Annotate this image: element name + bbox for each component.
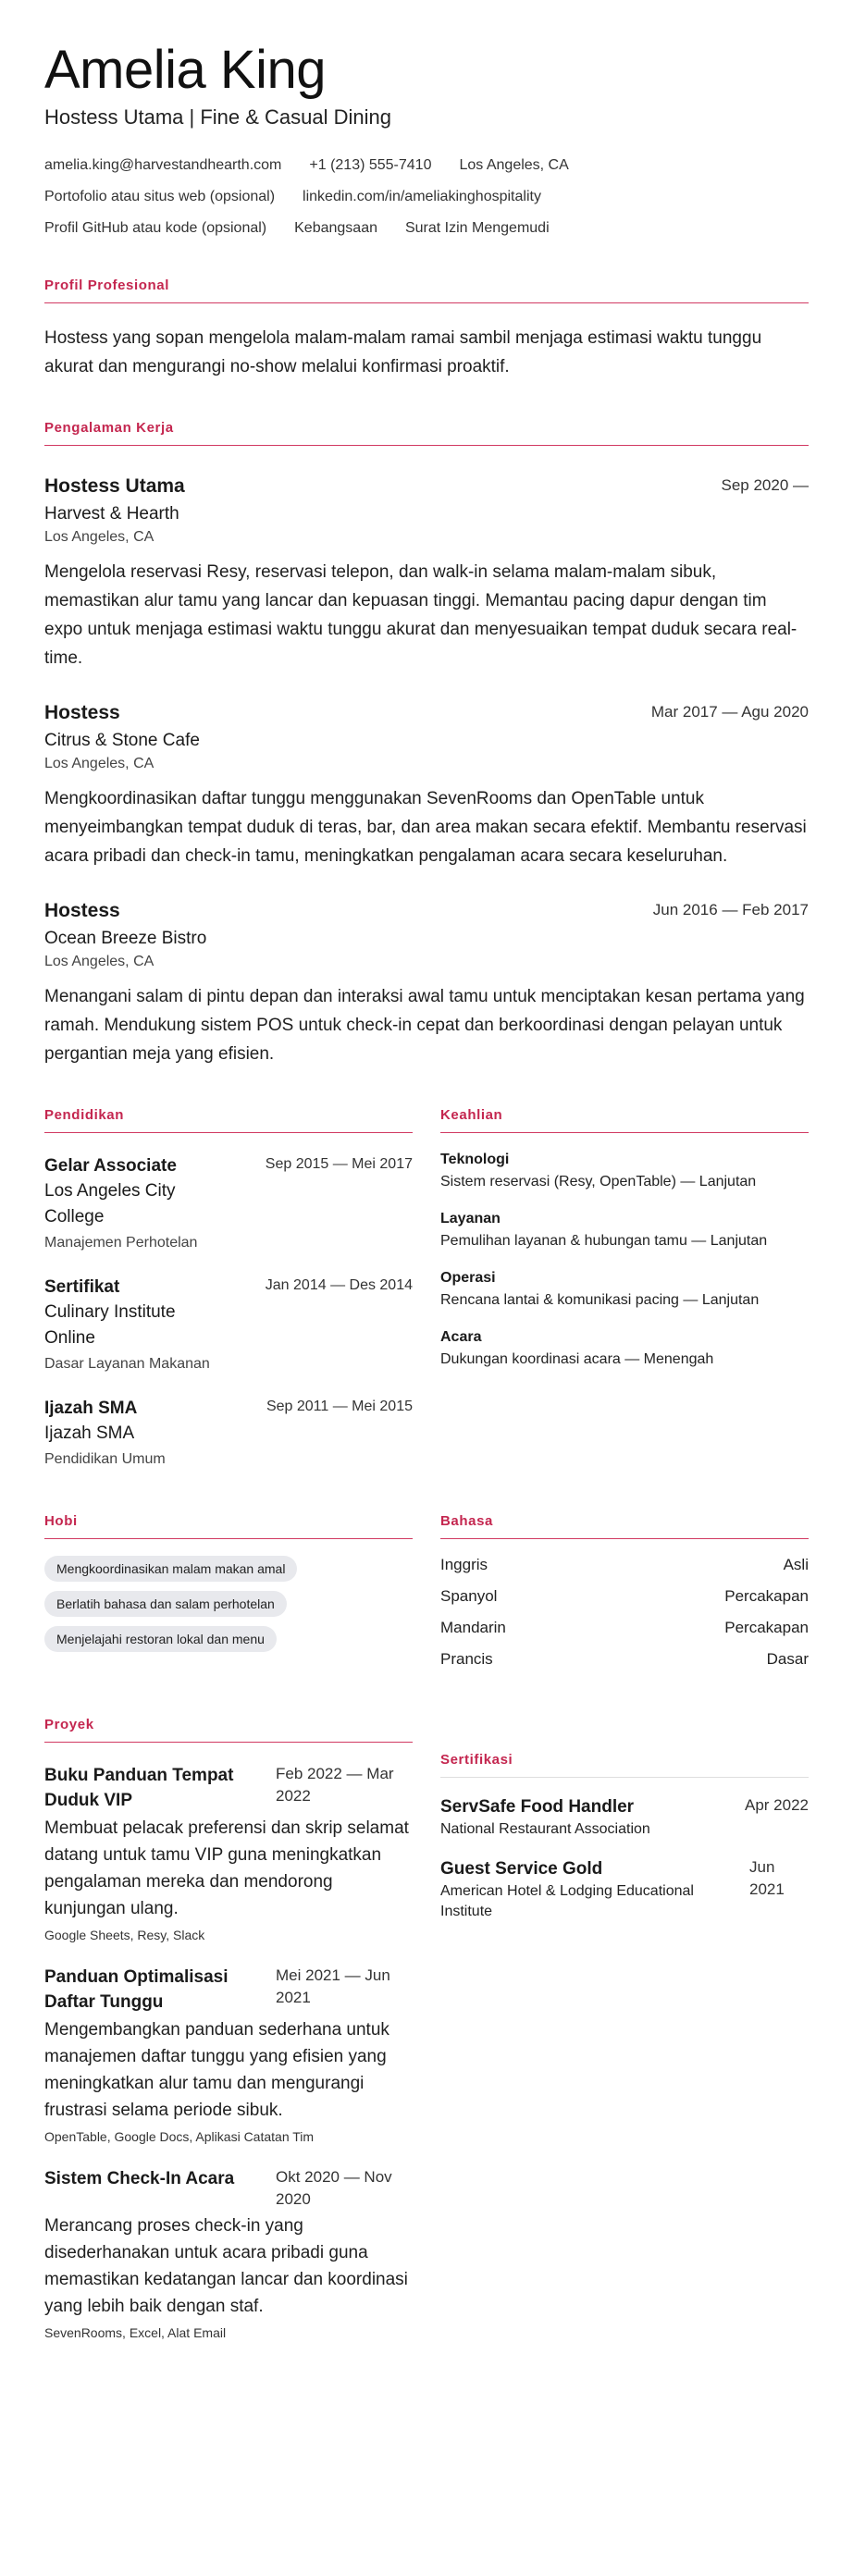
phone-number[interactable]: +1 (213) 555-7410	[309, 157, 432, 173]
language-name: Mandarin	[440, 1619, 506, 1636]
section-heading: Proyek	[44, 1717, 413, 1743]
candidate-title: Hostess Utama | Fine & Casual Dining	[44, 105, 391, 129]
certification-name: Guest Service Gold	[440, 1859, 603, 1879]
education-degree: Sertifikat	[44, 1277, 120, 1297]
location: Los Angeles, CA	[459, 157, 569, 173]
hobby-list	[44, 1556, 413, 1652]
education-section	[44, 1107, 413, 1471]
skill-detail: Sistem reservasi (Resy, OpenTable) — Lanjutan	[440, 1174, 757, 1189]
education-degree: Ijazah SMA	[44, 1399, 138, 1418]
certification-issuer: National Restaurant Association	[440, 1821, 650, 1837]
experience-section	[44, 420, 809, 1068]
project-description: Mengembangkan panduan sederhana untuk manajemen daftar tunggu yang efisien yang meningkatkan alur tamu dan mengurangi frustrasi selama periode sibuk.	[44, 2020, 389, 2120]
job-entry	[44, 474, 809, 672]
skill-category: Acara	[440, 1329, 482, 1345]
section-heading: Keahlian	[440, 1107, 809, 1133]
project-dates: Mei 2021 — Jun 2021	[276, 1966, 390, 2006]
certification-name: ServSafe Food Handler	[440, 1797, 635, 1817]
project-name: Buku Panduan Tempat Duduk VIP	[44, 1766, 234, 1810]
summary-text: Hostess yang sopan mengelola malam-malam ramai sambil menjaga estimasi waktu tunggu akurat dan mengurangi no-show melalui konfirmasi proaktif.	[44, 328, 762, 376]
project-dates: Okt 2020 — Nov 2020	[276, 2168, 392, 2208]
job-description: Menangani salam di pintu depan dan interaksi awal tamu untuk menciptakan kesan pertama yang ramah. Mendukung sistem POS untuk check-in cepat dan berkoordinasi dengan pelayan untuk pergantian meja yang efisien.	[44, 987, 805, 1064]
project-dates: Feb 2022 — Mar 2022	[276, 1765, 394, 1805]
job-location: Los Angeles, CA	[44, 756, 155, 771]
project-entry	[44, 2166, 413, 2342]
language-row	[440, 1617, 809, 1639]
nationality: Kebangsaan	[294, 220, 377, 236]
education-dates: Jan 2014 — Des 2014	[265, 1277, 413, 1293]
education-entry	[44, 1396, 413, 1471]
education-skills-row	[44, 1107, 809, 1471]
certification-date: Apr 2022	[745, 1796, 809, 1814]
skills-section	[440, 1107, 809, 1471]
language-level: Dasar	[766, 1650, 809, 1668]
summary-section	[44, 277, 809, 381]
projects-certifications-row	[44, 1717, 809, 2342]
language-name: Spanyol	[440, 1587, 498, 1605]
section-heading: Sertifikasi	[440, 1752, 809, 1778]
candidate-name: Amelia King	[44, 40, 326, 100]
certification-issuer: American Hotel & Lodging Educational Institute	[440, 1883, 694, 1919]
project-tools: OpenTable, Google Docs, Aplikasi Catatan Tim	[44, 2129, 315, 2144]
skill-category: Layanan	[440, 1211, 501, 1226]
language-name: Inggris	[440, 1556, 488, 1573]
hobby-chip: Menjelajahi restoran lokal dan menu	[44, 1626, 277, 1652]
job-title: Hostess	[44, 900, 120, 921]
skill-category: Teknologi	[440, 1152, 510, 1167]
job-entry	[44, 700, 809, 870]
skill-detail: Pemulihan layanan & hubungan tamu — Lanjutan	[440, 1233, 768, 1249]
language-level: Asli	[783, 1556, 809, 1573]
hobbies-languages-row	[44, 1513, 809, 1680]
skill-entry	[440, 1327, 809, 1370]
section-heading: Hobi	[44, 1513, 413, 1539]
job-dates: Sep 2020 —	[721, 476, 809, 494]
project-description: Membuat pelacak preferensi dan skrip selamat datang untuk tamu VIP guna meningkatkan pengalaman mereka dan mendorong kunjungan ulang.	[44, 1818, 409, 1918]
language-row	[440, 1585, 809, 1608]
contact-row	[44, 218, 809, 239]
project-description: Merancang proses check-in yang disederhanakan untuk acara pribadi guna memastikan kedatangan lancar dan koordinasi yang lebih baik dengan staf.	[44, 2216, 408, 2316]
education-degree: Gelar Associate	[44, 1156, 177, 1176]
job-description: Mengkoordinasikan daftar tunggu menggunakan SevenRooms dan OpenTable untuk menyeimbangkan tempat duduk di teras, bar, dan area makan secara efektif. Membantu reservasi acara pribadi dan check-in tamu, meningkatkan pengalaman acara secara keseluruhan.	[44, 789, 807, 866]
language-list	[440, 1554, 809, 1670]
job-location: Los Angeles, CA	[44, 954, 155, 969]
languages-section	[440, 1513, 809, 1680]
project-name: Sistem Check-In Acara	[44, 2169, 235, 2188]
skill-detail: Dukungan koordinasi acara — Menengah	[440, 1351, 714, 1367]
project-tools: Google Sheets, Resy, Slack	[44, 1928, 205, 1942]
education-dates: Sep 2011 — Mei 2015	[266, 1399, 413, 1414]
project-name: Panduan Optimalisasi Daftar Tunggu	[44, 1967, 229, 2012]
education-entry	[44, 1153, 413, 1254]
section-heading: Pendidikan	[44, 1107, 413, 1133]
job-title: Hostess	[44, 702, 120, 723]
language-level: Percakapan	[724, 1587, 809, 1605]
education-school: Ijazah SMA	[44, 1424, 135, 1443]
hobby-chip: Mengkoordinasikan malam makan amal	[44, 1556, 297, 1582]
education-field: Manajemen Perhotelan	[44, 1235, 198, 1251]
contact-info	[44, 155, 809, 239]
education-school: Culinary Institute Online	[44, 1302, 176, 1348]
job-entry	[44, 898, 809, 1068]
education-field: Dasar Layanan Makanan	[44, 1356, 210, 1372]
skill-detail: Rencana lantai & komunikasi pacing — Lanjutan	[440, 1292, 760, 1308]
skill-entry	[440, 1209, 809, 1251]
job-company: Harvest & Hearth	[44, 504, 179, 524]
education-school: Los Angeles City College	[44, 1181, 176, 1226]
language-level: Percakapan	[724, 1619, 809, 1636]
portfolio-link[interactable]: Portofolio atau situs web (opsional)	[44, 189, 276, 204]
projects-section	[44, 1717, 413, 2342]
section-heading: Bahasa	[440, 1513, 809, 1539]
skill-category: Operasi	[440, 1270, 496, 1286]
job-title: Hostess Utama	[44, 475, 185, 497]
hobby-chip: Berlatih bahasa dan salam perhotelan	[44, 1591, 287, 1617]
education-entry	[44, 1275, 413, 1375]
job-dates: Mar 2017 — Agu 2020	[650, 703, 809, 721]
job-location: Los Angeles, CA	[44, 529, 155, 545]
github-link[interactable]: Profil GitHub atau kode (opsional)	[44, 220, 267, 236]
education-field: Pendidikan Umum	[44, 1451, 166, 1467]
skill-entry	[440, 1268, 809, 1311]
project-entry	[44, 1763, 413, 1944]
linkedin-link[interactable]: linkedin.com/in/ameliakinghospitality	[303, 189, 541, 204]
project-entry	[44, 1965, 413, 2146]
language-row	[440, 1648, 809, 1670]
job-dates: Jun 2016 — Feb 2017	[652, 901, 809, 918]
job-company: Ocean Breeze Bistro	[44, 929, 207, 948]
contact-row	[44, 187, 809, 207]
skill-entry	[440, 1150, 809, 1192]
email-link[interactable]: amelia.king@harvestandhearth.com	[44, 157, 282, 173]
certification-date: Jun 2021	[749, 1858, 785, 1898]
section-heading: Pengalaman Kerja	[44, 420, 809, 446]
certification-entry	[440, 1794, 809, 1840]
certification-entry	[440, 1856, 809, 1922]
job-company: Citrus & Stone Cafe	[44, 731, 200, 750]
certifications-section	[440, 1717, 809, 2342]
education-dates: Sep 2015 — Mei 2017	[265, 1156, 413, 1172]
project-tools: SevenRooms, Excel, Alat Email	[44, 2325, 227, 2340]
drivers-license: Surat Izin Mengemudi	[404, 220, 550, 236]
section-heading: Profil Profesional	[44, 277, 809, 303]
language-row	[440, 1554, 809, 1576]
contact-row	[44, 155, 809, 176]
job-description: Mengelola reservasi Resy, reservasi telepon, dan walk-in selama malam-malam sibuk, memastikan alur tamu yang lancar dan kepuasan tinggi. Memantau pacing dapur dengan tim expo untuk menjaga estimasi waktu tunggu akurat dan menyesuaikan tempat duduk secara real-time.	[44, 562, 797, 668]
language-name: Prancis	[440, 1650, 493, 1668]
hobbies-section	[44, 1513, 413, 1680]
